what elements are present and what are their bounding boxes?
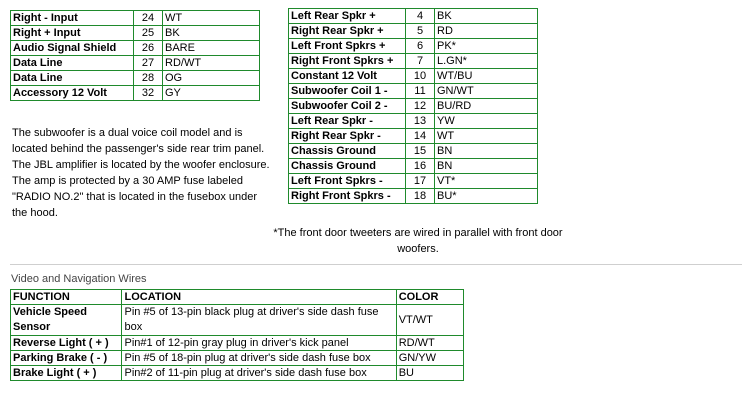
- wire-function: Right Rear Spkr -: [289, 129, 406, 144]
- table-row: [289, 114, 538, 129]
- wire-color: BN: [435, 159, 538, 174]
- table-row: [11, 41, 260, 56]
- table-row: [289, 99, 538, 114]
- video-navigation-wire-table: [10, 289, 464, 381]
- wire-function: Chassis Ground: [289, 159, 406, 174]
- table-row: [11, 336, 464, 351]
- wire-color: GY: [163, 86, 260, 101]
- table-row: [289, 24, 538, 39]
- table-row: [289, 129, 538, 144]
- wire-color: BN: [435, 144, 538, 159]
- color-header: COLOR: [396, 290, 463, 305]
- wire-location: Pin #5 of 18-pin plug at driver's side dash fuse box: [122, 351, 396, 366]
- pin-number: 24: [134, 11, 163, 26]
- wire-function: Left Front Spkrs +: [289, 39, 406, 54]
- amp-input-wire-table: [10, 10, 260, 101]
- pin-number: 11: [406, 84, 435, 99]
- table-row: [289, 39, 538, 54]
- table-row: [11, 366, 464, 381]
- wire-color: VT*: [435, 174, 538, 189]
- wire-color: BU: [396, 366, 463, 381]
- pin-number: 17: [406, 174, 435, 189]
- wire-function: Subwoofer Coil 2 -: [289, 99, 406, 114]
- table-row: [289, 189, 538, 204]
- wire-function: Accessory 12 Volt: [11, 86, 134, 101]
- speaker-wire-table: [288, 8, 538, 204]
- pin-number: 28: [134, 71, 163, 86]
- wire-color: GN/WT: [435, 84, 538, 99]
- pin-number: 14: [406, 129, 435, 144]
- wire-color: GN/YW: [396, 351, 463, 366]
- wire-function: Chassis Ground: [289, 144, 406, 159]
- table-row: [289, 144, 538, 159]
- wire-function: Left Rear Spkr +: [289, 9, 406, 24]
- pin-number: 16: [406, 159, 435, 174]
- wire-function: Parking Brake ( - ): [11, 351, 122, 366]
- wire-color: VT/WT: [396, 305, 463, 336]
- subwoofer-paragraph: The subwoofer is a dual voice coil model and is located behind the passenger's side rear trim panel. The JBL amplifier is located by the woofer enclosure. The amp is protected by a 30 AMP fuse labeled "RADIO NO.2" that is located in the fusebox under the hood.: [12, 127, 270, 219]
- wire-color: WT: [435, 129, 538, 144]
- wire-function: Data Line: [11, 56, 134, 71]
- video-section-title: Video and Navigation Wires: [11, 273, 147, 285]
- pin-number: 32: [134, 86, 163, 101]
- wire-function: Audio Signal Shield: [11, 41, 134, 56]
- table-row: [11, 56, 260, 71]
- wire-color: BU*: [435, 189, 538, 204]
- wire-color: BK: [435, 9, 538, 24]
- wire-color: WT/BU: [435, 69, 538, 84]
- wire-function: Right - Input: [11, 11, 134, 26]
- wire-function: Brake Light ( + ): [11, 366, 122, 381]
- wire-location: Pin#1 of 12-pin gray plug in driver's kick panel: [122, 336, 396, 351]
- wire-location: Pin#2 of 11-pin plug at driver's side dash fuse box: [122, 366, 396, 381]
- pin-number: 12: [406, 99, 435, 114]
- wire-color: BK: [163, 26, 260, 41]
- wire-function: Right Rear Spkr +: [289, 24, 406, 39]
- table-row: [11, 11, 260, 26]
- wire-color: YW: [435, 114, 538, 129]
- wire-color: WT: [163, 11, 260, 26]
- table-row: [289, 69, 538, 84]
- table-row: [289, 9, 538, 24]
- table-header-row: [11, 290, 464, 305]
- pin-number: 15: [406, 144, 435, 159]
- wire-function: Constant 12 Volt: [289, 69, 406, 84]
- wire-function: Right Front Spkrs +: [289, 54, 406, 69]
- wire-color: PK*: [435, 39, 538, 54]
- table-row: [11, 26, 260, 41]
- table-row: [11, 351, 464, 366]
- wire-function: Subwoofer Coil 1 -: [289, 84, 406, 99]
- table-row: [11, 305, 464, 336]
- table-row: [289, 84, 538, 99]
- table-row: [11, 71, 260, 86]
- pin-number: 26: [134, 41, 163, 56]
- wire-color: RD/WT: [163, 56, 260, 71]
- wire-function: Data Line: [11, 71, 134, 86]
- pin-number: 4: [406, 9, 435, 24]
- pin-number: 10: [406, 69, 435, 84]
- table-row: [289, 159, 538, 174]
- pin-number: 25: [134, 26, 163, 41]
- wire-function: Reverse Light ( + ): [11, 336, 122, 351]
- wire-color: RD: [435, 24, 538, 39]
- pin-number: 7: [406, 54, 435, 69]
- wire-color: BARE: [163, 41, 260, 56]
- table-row: [289, 174, 538, 189]
- wire-function: Right + Input: [11, 26, 134, 41]
- wire-function: Left Front Spkrs -: [289, 174, 406, 189]
- pin-number: 6: [406, 39, 435, 54]
- wire-color: RD/WT: [396, 336, 463, 351]
- wire-color: BU/RD: [435, 99, 538, 114]
- function-header: FUNCTION: [11, 290, 122, 305]
- pin-number: 5: [406, 24, 435, 39]
- pin-number: 18: [406, 189, 435, 204]
- location-header: LOCATION: [122, 290, 396, 305]
- section-divider: [10, 264, 742, 265]
- table-row: [11, 86, 260, 101]
- tweeter-footnote: *The front door tweeters are wired in parallel with front door woofers.: [273, 227, 563, 255]
- wire-function: Vehicle Speed Sensor: [11, 305, 122, 336]
- wire-function: Left Rear Spkr -: [289, 114, 406, 129]
- pin-number: 13: [406, 114, 435, 129]
- wire-color: L.GN*: [435, 54, 538, 69]
- table-row: [289, 54, 538, 69]
- wire-function: Right Front Spkrs -: [289, 189, 406, 204]
- wire-location: Pin #5 of 13-pin black plug at driver's side dash fuse box: [122, 305, 396, 336]
- pin-number: 27: [134, 56, 163, 71]
- wire-color: OG: [163, 71, 260, 86]
